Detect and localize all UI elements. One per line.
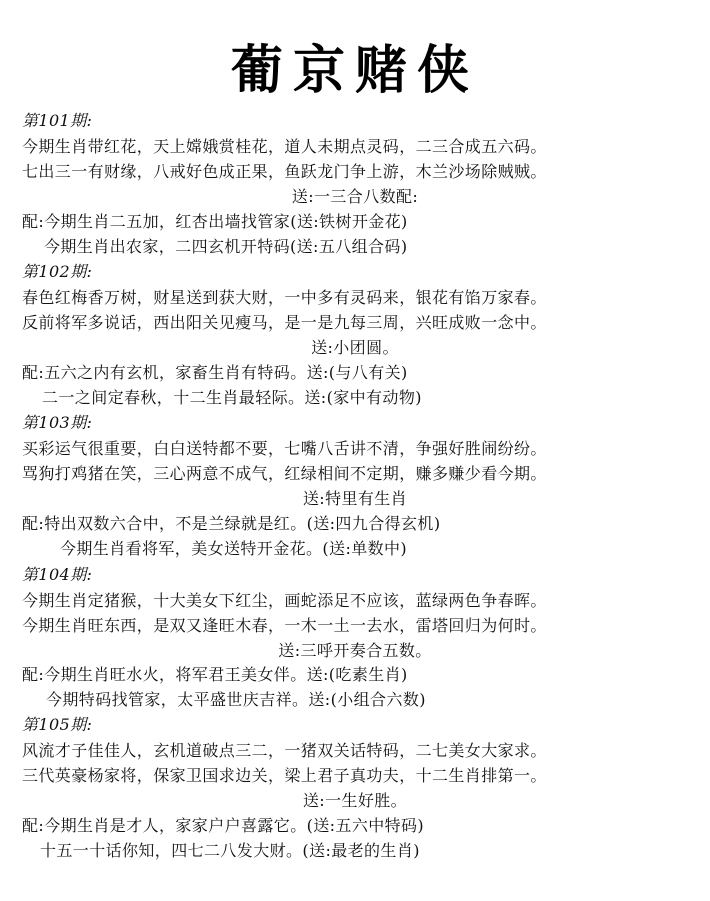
pei-line: 配:今期生肖是才人，家家户户喜露它。(送:五六中特码) <box>22 816 425 835</box>
poem-line: 风流才子佳佳人，玄机道破点三二，一猪双关话特码，二七美女大家求。 <box>22 741 547 760</box>
pei-line: 十五一十话你知，四七二八发大财。(送:最老的生肖) <box>40 841 420 860</box>
hint-line: 送:一三合八数配: <box>291 187 419 206</box>
poem-line: 三代英豪杨家将，保家卫国求边关，梁上君子真功夫，十二生肖排第一。 <box>22 766 547 785</box>
pei-line: 今期生肖出农家，二四玄机开特码(送:五八组合码) <box>44 237 408 256</box>
pei-line: 配:特出双数六合中，不是兰绿就是红。(送:四九合得玄机) <box>22 514 441 533</box>
pei-line: 今期特码找管家，太平盛世庆吉祥。送:(小组合六数) <box>46 690 426 709</box>
poem-line: 今期生肖带红花，天上嫦娥赏桂花，道人未期点灵码，二三合成五六码。 <box>22 137 547 156</box>
period-header-104: 第104期: <box>22 565 93 584</box>
hint-line: 送:三呼开奏合五数。 <box>278 641 432 660</box>
poem-line: 春色红梅香万树，财星送到获大财，一中多有灵码来，银花有馅万家春。 <box>22 288 547 307</box>
period-header-103: 第103期: <box>22 413 93 432</box>
pei-line: 二一之间定春秋，十二生肖最轻际。送:(家中有动物) <box>42 388 422 407</box>
period-header-105: 第105期: <box>22 715 93 734</box>
poem-line: 骂狗打鸡猪在笑，三心两意不成气，红绿相间不定期，赚多赚少看今期。 <box>22 464 547 483</box>
poem-line: 反前将军多说话，西出阳关见瘦马，是一是九每三周，兴旺成败一念中。 <box>22 313 547 332</box>
poem-line: 今期生肖定猪猴，十大美女下红尘，画蛇添足不应该，蓝绿两色争春晖。 <box>22 591 547 610</box>
document-title: 葡京赌侠 <box>230 41 479 101</box>
hint-line: 送:一生好胜。 <box>302 791 408 810</box>
period-header-102: 第102期: <box>22 262 93 281</box>
period-header-101: 第101期: <box>22 111 93 130</box>
poem-line: 买彩运气很重要，白白送特都不要，七嘴八舌讲不清，争强好胜闹纷纷。 <box>22 439 547 458</box>
pei-line: 今期生肖看将军，美女送特开金花。(送:单数中) <box>60 539 408 558</box>
pei-line: 配:五六之内有玄机，家畜生肖有特码。送:(与八有关) <box>22 363 408 382</box>
pei-line: 配:今期生肖二五加，红杏出墙找管家(送:铁树开金花) <box>22 212 408 231</box>
poem-line: 七出三一有财缘，八戒好色成正果，鱼跃龙门争上游，木兰沙场除贼贼。 <box>22 162 547 181</box>
poem-line: 今期生肖旺东西，是双又逢旺木春，一木一土一去水，雷塔回归为何时。 <box>22 616 547 635</box>
hint-line: 送:特里有生肖 <box>302 489 408 508</box>
pei-line: 配:今期生肖旺水火，将军君王美女伴。送:(吃素生肖) <box>22 665 408 684</box>
hint-line: 送:小团圆。 <box>311 338 399 357</box>
